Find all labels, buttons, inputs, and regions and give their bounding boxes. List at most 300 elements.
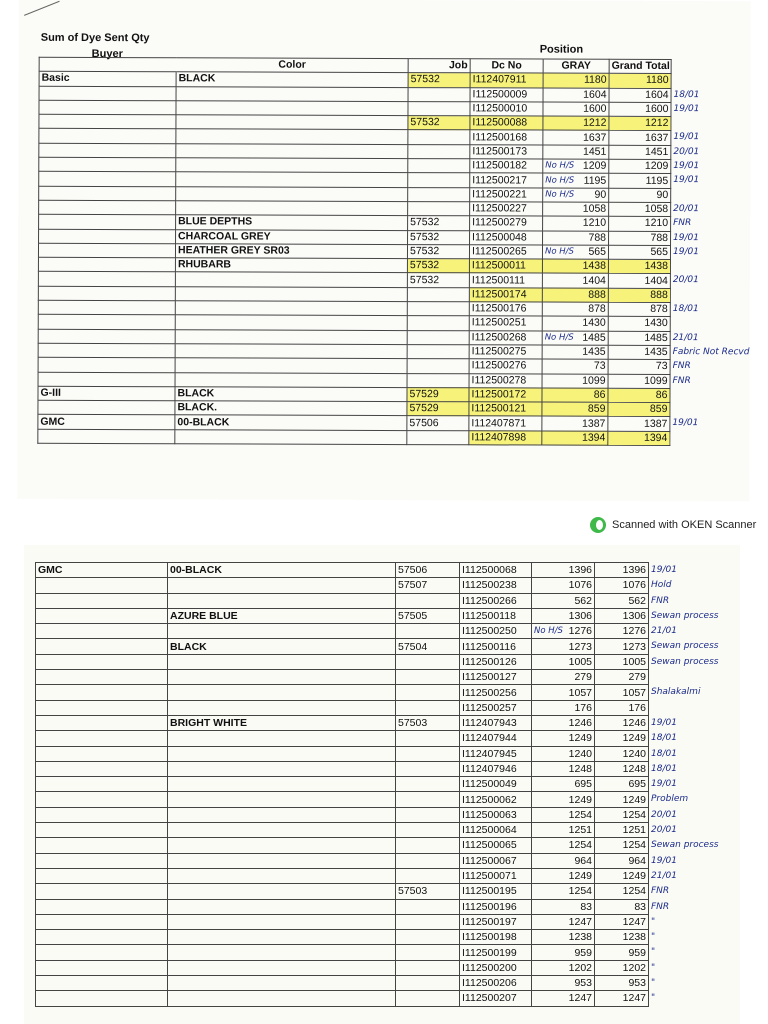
dc-no-cell: I112500065	[460, 838, 532, 853]
handwritten-note: 20/01	[673, 203, 700, 215]
dc-no-cell: I112500265	[469, 245, 542, 260]
handwritten-note: Sewan process	[651, 840, 719, 851]
buyer-cell	[36, 670, 168, 685]
header-color: Color	[176, 58, 408, 73]
job-cell	[396, 991, 460, 1006]
total-value: 1057	[622, 686, 646, 699]
gray-cell: 1404	[542, 274, 608, 289]
total-value: 562	[628, 594, 646, 607]
job-cell	[408, 87, 470, 102]
color-cell	[175, 344, 407, 359]
dc-no-cell: I112407946	[460, 761, 532, 776]
total-value: 176	[628, 701, 646, 714]
dc-no-cell: I112500176	[469, 302, 542, 317]
handwritten-note: Problem	[651, 794, 689, 805]
color-cell: CHARCOAL GREY	[176, 229, 408, 244]
grand-total-cell	[609, 116, 671, 131]
grand-total-cell	[595, 761, 677, 776]
total-value: 1005	[622, 655, 646, 668]
grand-total-cell	[595, 868, 677, 883]
job-cell	[396, 624, 460, 639]
total-value: 1251	[622, 824, 646, 837]
gray-cell: 1057	[532, 685, 595, 700]
grand-total-cell	[608, 345, 750, 360]
gray-cell: 695	[532, 777, 595, 792]
buyer-cell	[36, 715, 168, 730]
grand-total-cell	[595, 853, 677, 868]
color-cell	[168, 884, 396, 899]
color-cell	[168, 853, 396, 868]
handwritten-note: 19/01	[651, 855, 677, 866]
total-value: 1202	[622, 961, 646, 974]
job-cell	[408, 130, 470, 145]
color-cell: BLACK	[176, 72, 408, 87]
buyer-cell	[36, 593, 168, 608]
gray-cell: 1248	[532, 761, 595, 776]
handwritten-note: "	[651, 993, 656, 1004]
gray-cell: 1600	[543, 102, 609, 117]
gray-cell: 1451	[543, 145, 609, 160]
gray-cell: 1604	[543, 88, 609, 103]
header-job: Job	[408, 59, 470, 74]
table-row	[36, 914, 649, 929]
total-value: 90	[656, 188, 669, 201]
header-buyer: Buyer	[91, 47, 123, 61]
dc-no-cell: I112500088	[470, 116, 543, 131]
job-cell: 57529	[407, 387, 469, 402]
grand-total-cell	[595, 639, 719, 654]
grand-total-cell	[595, 960, 656, 975]
buyer-cell	[39, 143, 176, 158]
job-cell: 57505	[396, 608, 460, 623]
dc-no-cell: I112500063	[460, 807, 532, 822]
gray-cell: 1058	[543, 202, 609, 217]
grand-total-cell	[609, 231, 699, 246]
grand-total-cell	[595, 563, 677, 578]
grand-total-cell	[595, 807, 677, 822]
dc-no-cell: I112500011	[469, 259, 542, 274]
color-cell	[175, 301, 407, 316]
gray-cell: 1099	[542, 374, 608, 389]
color-cell	[168, 761, 396, 776]
buyer-cell	[36, 823, 168, 838]
buyer-cell	[36, 899, 168, 914]
total-value: 1210	[644, 217, 669, 230]
job-cell: 57532	[407, 273, 469, 288]
buyer-cell	[39, 172, 176, 187]
buyer-cell	[38, 300, 175, 315]
job-cell	[408, 159, 470, 174]
buyer-cell	[36, 976, 168, 991]
dc-no-cell: I112500048	[470, 230, 543, 245]
gray-cell: 1387	[542, 416, 608, 431]
color-cell	[176, 172, 408, 187]
dc-no-cell: I112500010	[470, 102, 543, 117]
color-cell	[175, 272, 407, 287]
grand-total-cell	[609, 88, 700, 103]
job-cell	[396, 700, 460, 715]
color-cell	[175, 329, 407, 344]
color-cell	[168, 654, 396, 669]
grand-total-cell	[595, 624, 677, 639]
job-cell	[396, 792, 460, 807]
handwritten-note: 19/01	[673, 103, 700, 114]
total-value: 888	[650, 288, 668, 301]
handwritten-note: 19/01	[673, 232, 699, 243]
job-cell	[396, 976, 460, 991]
gray-cell: 176	[532, 700, 595, 715]
dc-no-cell: I112500200	[460, 960, 532, 975]
gray-cell: 1394	[542, 431, 608, 446]
job-cell	[396, 807, 460, 822]
color-cell	[176, 129, 408, 144]
total-value: 1306	[622, 610, 646, 623]
total-value: 1212	[645, 117, 669, 130]
buyer-cell	[38, 400, 175, 415]
dc-no-cell: I112500182	[470, 159, 543, 174]
handwritten-note: 18/01	[651, 763, 677, 774]
grand-total-cell	[595, 991, 656, 1006]
handwritten-note: Sewan process	[651, 641, 719, 652]
dc-no-cell: I112500207	[460, 991, 532, 1006]
dc-no-cell: I112500068	[460, 563, 532, 578]
dc-no-cell: I112407943	[460, 715, 532, 730]
table-row	[36, 853, 649, 868]
buyer-cell	[39, 157, 176, 172]
handwritten-note: "	[651, 962, 656, 973]
table-row	[36, 976, 649, 991]
handwritten-note: 19/01	[651, 779, 677, 790]
job-cell	[408, 187, 470, 202]
dc-no-cell: I112500197	[460, 914, 532, 929]
handwritten-inline-note: No H/S	[545, 160, 575, 171]
dc-no-cell: I112500227	[470, 202, 543, 217]
color-cell: BLACK	[175, 387, 407, 402]
table-row	[36, 593, 649, 608]
table-row	[36, 685, 649, 700]
total-value: 565	[650, 245, 669, 258]
buyer-cell	[36, 624, 168, 639]
handwritten-note: "	[651, 916, 656, 927]
header-gray: GRAY	[543, 59, 609, 74]
gray-cell: 1238	[532, 930, 595, 945]
dc-no-cell: I112500049	[460, 777, 532, 792]
total-value: 279	[628, 671, 646, 684]
gray-cell: 73	[542, 359, 608, 374]
job-cell	[396, 731, 460, 746]
grand-total-cell	[609, 202, 700, 217]
color-cell	[176, 101, 408, 116]
dc-no-cell: I112500251	[469, 316, 542, 331]
dc-no-cell: I112500062	[460, 792, 532, 807]
table-row	[36, 700, 649, 715]
handwritten-inline-note: No H/S	[544, 246, 574, 257]
buyer-cell	[39, 229, 176, 244]
buyer-cell	[38, 286, 175, 301]
dye-sent-table-continued	[35, 562, 719, 1007]
gray-cell: 1435	[542, 345, 608, 360]
gray-value: 1195	[583, 174, 607, 187]
buyer-cell	[39, 86, 176, 101]
color-cell	[168, 807, 396, 822]
dc-no-cell: I112407911	[470, 73, 543, 88]
grand-total-cell	[595, 884, 670, 899]
color-cell	[168, 624, 396, 639]
buyer-cell	[36, 930, 168, 945]
job-cell: 57504	[396, 639, 460, 654]
dc-no-cell: I112500276	[469, 359, 542, 374]
color-cell	[175, 287, 407, 302]
dc-no-cell: I112500127	[460, 670, 532, 685]
total-value: 1248	[622, 763, 646, 775]
job-cell	[408, 101, 470, 116]
gray-cell: 1438	[542, 259, 608, 274]
total-value: 1485	[644, 331, 668, 344]
job-cell: 57532	[408, 73, 470, 88]
grand-total-cell	[608, 374, 691, 389]
handwritten-note: 18/01	[673, 89, 700, 100]
grand-total-cell	[609, 145, 700, 160]
buyer-cell	[38, 243, 175, 258]
job-cell	[396, 685, 460, 700]
gray-cell: 1247	[532, 914, 595, 929]
buyer-cell	[39, 129, 176, 144]
color-cell: RHUBARB	[175, 258, 407, 273]
color-cell	[168, 746, 396, 761]
buyer-cell	[36, 608, 168, 623]
buyer-cell	[36, 639, 168, 654]
dc-no-cell: I112500067	[460, 853, 532, 868]
gray-cell: 1637	[543, 131, 609, 146]
total-value: 1240	[622, 747, 646, 760]
table-row	[36, 884, 649, 899]
table-row	[36, 578, 649, 593]
dc-no-cell: I112500118	[460, 608, 532, 623]
buyer-cell	[36, 792, 168, 807]
color-cell	[175, 315, 407, 330]
gray-cell: 1246	[532, 715, 595, 730]
handwritten-note: 19/01	[672, 246, 699, 257]
total-value: 86	[655, 388, 668, 401]
dc-no-cell: I112500217	[470, 173, 543, 188]
color-cell: HEATHER GREY SR03	[175, 244, 407, 259]
buyer-cell	[36, 777, 168, 792]
gray-cell: 1180	[543, 73, 609, 88]
color-cell: BLUE DEPTHS	[176, 215, 408, 230]
total-value: 1387	[644, 417, 668, 430]
gray-cell: 1249	[532, 792, 595, 807]
gray-cell: 1076	[532, 578, 595, 593]
dc-no-cell: I112500195	[460, 884, 532, 899]
table-row	[36, 945, 649, 960]
color-cell: BLACK.	[175, 401, 407, 416]
total-value: 1076	[622, 579, 646, 592]
gray-cell: 83	[532, 899, 595, 914]
total-value: 1249	[622, 870, 646, 883]
total-value: 1438	[644, 260, 668, 273]
gray-cell: 878	[542, 302, 608, 317]
grand-total-cell	[608, 388, 670, 403]
grand-total-cell	[595, 670, 649, 685]
grand-total-cell	[595, 823, 677, 838]
gray-cell	[542, 245, 608, 260]
dc-no-cell: I112407944	[460, 731, 532, 746]
color-cell	[168, 960, 396, 975]
color-cell	[175, 358, 407, 373]
buyer-cell	[38, 372, 175, 387]
buyer-cell	[36, 868, 168, 883]
color-cell	[168, 899, 396, 914]
color-cell	[176, 144, 408, 159]
dc-no-cell: I112500250	[460, 624, 532, 639]
grand-total-cell	[609, 174, 700, 189]
job-cell	[407, 302, 469, 317]
total-value: 788	[650, 231, 669, 244]
job-cell	[408, 173, 470, 188]
table-row	[36, 991, 649, 1006]
dc-no-cell: I112500121	[469, 402, 542, 417]
grand-total-cell	[595, 685, 701, 700]
total-value: 1396	[622, 564, 646, 577]
grand-total-cell	[609, 217, 692, 232]
buyer-cell	[38, 272, 175, 287]
total-value: 1604	[645, 88, 669, 101]
grand-total-cell	[595, 593, 670, 608]
handwritten-note: FNR	[672, 375, 691, 386]
buyer-cell	[38, 358, 175, 373]
dc-no-cell: I112500221	[470, 187, 543, 202]
gray-cell: 1273	[532, 639, 595, 654]
color-cell: AZURE BLUE	[168, 608, 396, 623]
buyer-cell	[36, 991, 168, 1006]
dc-no-cell: I112500174	[469, 288, 542, 303]
gray-cell: 562	[532, 593, 595, 608]
table-row	[36, 960, 649, 975]
buyer-cell	[38, 257, 175, 272]
gray-cell: 1005	[532, 654, 595, 669]
gray-cell: 1251	[532, 823, 595, 838]
job-cell	[396, 670, 460, 685]
gray-value: 90	[594, 188, 607, 201]
color-cell	[176, 158, 408, 173]
gray-cell: 1249	[532, 731, 595, 746]
gray-cell: 953	[532, 976, 595, 991]
buyer-cell: G-III	[38, 386, 175, 401]
color-cell	[168, 838, 396, 853]
color-cell	[168, 731, 396, 746]
gray-cell: 1254	[532, 838, 595, 853]
job-cell: 57506	[407, 416, 469, 431]
total-value: 83	[634, 900, 646, 913]
buyer-cell	[39, 200, 176, 215]
handwritten-note: 20/01	[672, 275, 699, 286]
dc-no-cell: I112500116	[460, 639, 532, 654]
grand-total-cell	[608, 288, 670, 303]
grand-total-cell	[595, 777, 677, 792]
buyer-cell	[39, 114, 176, 129]
dc-no-cell: I112500111	[469, 273, 542, 288]
grand-total-cell	[608, 259, 670, 274]
job-cell	[407, 330, 469, 345]
table-row	[36, 715, 649, 730]
total-value: 1254	[622, 808, 646, 821]
job-cell	[396, 853, 460, 868]
grand-total-cell	[609, 188, 671, 203]
table-row	[36, 731, 649, 746]
handwritten-note: Hold	[651, 580, 672, 591]
color-cell	[176, 186, 408, 201]
grand-total-cell	[595, 914, 656, 929]
total-value: 1246	[622, 717, 646, 730]
handwritten-note: Sewan process	[651, 610, 719, 621]
table-row	[36, 807, 649, 822]
color-cell: BLACK	[168, 639, 396, 654]
dc-no-cell: I112500196	[460, 899, 532, 914]
gray-cell: 859	[542, 402, 608, 417]
color-cell	[175, 429, 407, 444]
job-cell	[396, 868, 460, 883]
dc-no-cell: I112500256	[460, 685, 532, 700]
dc-no-cell: I112500199	[460, 945, 532, 960]
scanner-watermark	[590, 517, 756, 533]
handwritten-note: FNR	[672, 361, 691, 372]
dc-no-cell: I112500206	[460, 976, 532, 991]
grand-total-cell	[608, 302, 699, 317]
job-cell	[396, 945, 460, 960]
handwritten-note: "	[651, 978, 656, 989]
buyer-cell	[36, 914, 168, 929]
grand-total-cell	[595, 578, 672, 593]
gray-cell	[543, 159, 609, 174]
handwritten-note: Shalakalmi	[651, 687, 701, 698]
table-row	[36, 930, 649, 945]
handwritten-note: FNR	[651, 901, 670, 912]
job-cell	[396, 746, 460, 761]
job-cell	[396, 914, 460, 929]
buyer-cell	[36, 731, 168, 746]
color-cell: BRIGHT WHITE	[168, 715, 396, 730]
job-cell	[407, 373, 469, 388]
header-dc-no: Dc No	[470, 59, 543, 74]
buyer-cell: GMC	[38, 415, 175, 430]
color-cell	[168, 868, 396, 883]
job-cell	[407, 359, 469, 374]
gray-cell: 1396	[532, 563, 595, 578]
dc-no-cell: I112500275	[469, 345, 542, 360]
job-cell	[408, 144, 470, 159]
dc-no-cell: I112500071	[460, 868, 532, 883]
handwritten-note: 21/01	[651, 870, 677, 881]
handwritten-note: "	[651, 932, 656, 943]
total-value: 964	[628, 854, 646, 867]
dc-no-cell: I112500257	[460, 700, 532, 715]
handwritten-note: 19/01	[673, 175, 700, 186]
color-cell	[168, 823, 396, 838]
grand-total-cell	[608, 331, 699, 346]
grand-total-cell	[609, 74, 671, 89]
buyer-cell	[36, 960, 168, 975]
dc-no-cell: I112500238	[460, 578, 532, 593]
dc-no-cell: I112500172	[469, 388, 542, 403]
grand-total-cell	[595, 608, 719, 623]
buyer-cell	[36, 700, 168, 715]
dc-no-cell: I112407945	[460, 746, 532, 761]
job-cell: 57532	[408, 216, 470, 231]
handwritten-inline-note: No H/S	[545, 175, 575, 186]
total-value: 1276	[622, 625, 646, 638]
total-value: 878	[650, 303, 668, 316]
handwritten-note: 19/01	[673, 132, 700, 143]
